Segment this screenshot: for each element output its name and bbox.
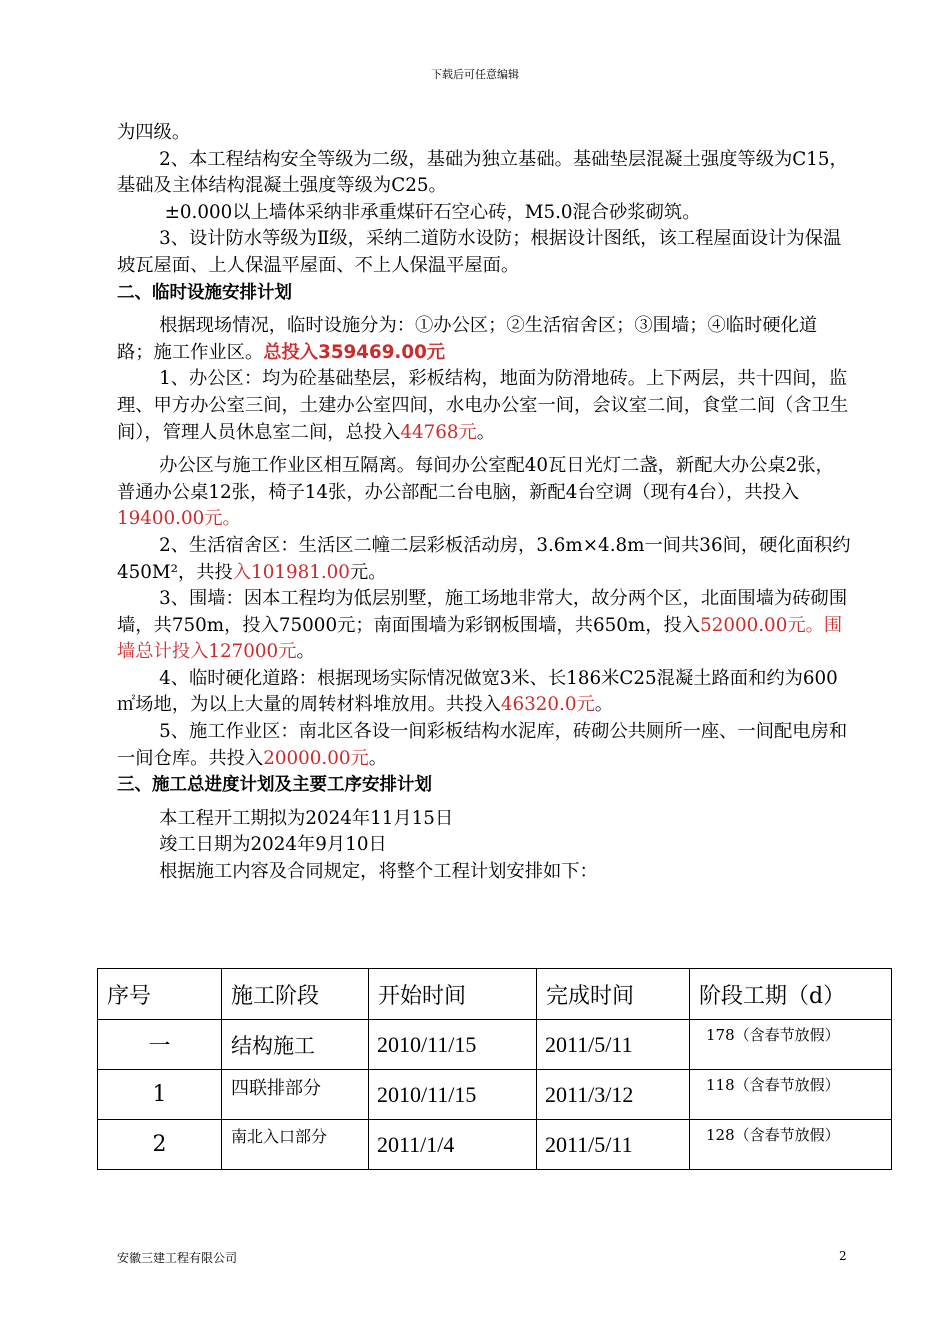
paragraph: 根据施工内容及合同规定，将整个工程计划安排如下： — [159, 861, 598, 883]
table-header-row — [98, 969, 892, 1020]
paragraph-text: 3、围墙：因本工程均为低层别墅，施工场地非常大，故分两个区，北面围墙为砖砌围墙，共750m，投入75000元；南面围墙为彩钢板围墙，共650m，投入 — [117, 588, 848, 636]
paragraph: 2、本工程结构安全等级为二级，基础为独立基础。基础垫层混凝土强度等级为C15，基础及主体结构混凝土强度等级为C25。 — [117, 148, 848, 197]
paragraph: 为四级。 — [117, 122, 191, 143]
column-header: 序号 — [98, 969, 222, 1020]
paragraph-text: 2、生活宿舍区：生活区二幢二层彩板活动房，3.6m×4.8m一间共36间，硬化面积约450M²，共投 — [117, 534, 851, 583]
paragraph — [117, 666, 852, 719]
paragraph-text: 。 — [476, 421, 496, 443]
section-heading: 三、施工总进度计划及主要工序安排计划 — [117, 775, 432, 796]
paragraph-text: 。 — [594, 694, 614, 716]
paragraph-text: 4、临时硬化道路：根据现场实际情况做宽3米、长186米C25混凝土路面和约为600㎡场地，为以上大量的周转材料堆放用。共投入 — [117, 667, 838, 716]
column-header: 开始时间 — [369, 969, 537, 1020]
paragraph-text: 。 — [296, 641, 315, 663]
table-cell: 一 — [98, 1020, 222, 1070]
paragraph-text: 办公区与施工作业区相互隔离。每间办公室配40瓦日光灯二盏，新配大办公桌2张，普通办公桌12张，椅子14张，办公部配二台电脑，新配4台空调（现有4台），共投入 — [117, 455, 834, 503]
amount: 46320.0元 — [500, 694, 595, 716]
schedule-table — [97, 968, 892, 1170]
table-cell: 结构施工 — [222, 1020, 369, 1070]
table-cell: 128（含春节放假） — [690, 1120, 892, 1170]
table-cell: 2010/11/15 — [369, 1020, 537, 1070]
paragraph: 本工程开工期拟为2024年11月15日 — [159, 807, 454, 829]
paragraph: 3、设计防水等级为Ⅱ级，采纳二道防水设防；根据设计图纸，该工程屋面设计为保温坡瓦屋面、上人保温平屋面、不上人保温平屋面。 — [117, 228, 842, 276]
table-cell: 四联排部分 — [222, 1070, 369, 1120]
table-cell: 2011/1/4 — [369, 1120, 537, 1170]
table-row — [98, 1120, 892, 1170]
amount: 20000.00元 — [263, 747, 369, 769]
column-header: 完成时间 — [537, 969, 690, 1020]
paragraph — [117, 453, 852, 533]
paragraph-text: 5、施工作业区：南北区各设一间彩板结构水泥库，砖砌公共厕所一座、一间配电房和一间仓库。共投入 — [117, 721, 848, 769]
amount: 52000.00元。围墙总计投入127000元 — [117, 614, 843, 663]
paragraph-text: 根据现场情况，临时设施分为：①办公区；②生活宿舍区；③围墙；④临时硬化道路；施工作业区。 — [117, 315, 818, 363]
amount: 入101981.00 — [232, 561, 350, 583]
table-row — [98, 1070, 892, 1120]
paragraph: 竣工日期为2024年9月10日 — [159, 834, 387, 856]
table-cell: 178（含春节放假） — [690, 1020, 892, 1070]
paragraph-text: 。 — [368, 747, 388, 769]
amount: 44768元 — [400, 421, 477, 443]
column-header: 阶段工期（d） — [690, 969, 892, 1020]
table-cell: 2011/5/11 — [537, 1120, 690, 1170]
table-row — [98, 1020, 892, 1070]
paragraph — [117, 719, 852, 772]
table-cell: 118（含春节放假） — [690, 1070, 892, 1120]
table-cell: 2011/5/11 — [537, 1020, 690, 1070]
column-header: 施工阶段 — [222, 969, 369, 1020]
paragraph-text: 1、办公区：均为砼基础垫层，彩板结构，地面为防滑地砖。上下两层，共十四间，监理、甲方办公室三间，土建办公室四间，水电办公室一间，会议室二间，食堂二间（含卫生间），管理人员休息室二间，总投入 — [117, 368, 849, 443]
table-cell: 1 — [98, 1070, 222, 1120]
footer-company: 安徽三建工程有限公司 — [117, 1251, 238, 1265]
paragraph — [117, 586, 852, 666]
total-investment: 总投入359469.00元 — [263, 341, 446, 363]
table-cell: 2011/3/12 — [537, 1070, 690, 1120]
document-body — [117, 120, 852, 886]
page-header: 下载后可任意编辑 — [431, 68, 519, 81]
paragraph — [117, 313, 852, 366]
paragraph — [117, 366, 852, 446]
section-heading: 二、临时设施安排计划 — [117, 282, 292, 303]
page-number: 2 — [839, 1249, 847, 1263]
paragraph: ±0.000以上墙体采纳非承重煤矸石空心砖，M5.0混合砂浆砌筑。 — [164, 201, 701, 223]
table-cell: 2 — [98, 1120, 222, 1170]
paragraph — [117, 533, 852, 586]
amount: 19400.00元。 — [117, 508, 241, 530]
table-cell: 2010/11/15 — [369, 1070, 537, 1120]
table-cell: 南北入口部分 — [222, 1120, 369, 1170]
paragraph-text: 元。 — [349, 561, 387, 583]
